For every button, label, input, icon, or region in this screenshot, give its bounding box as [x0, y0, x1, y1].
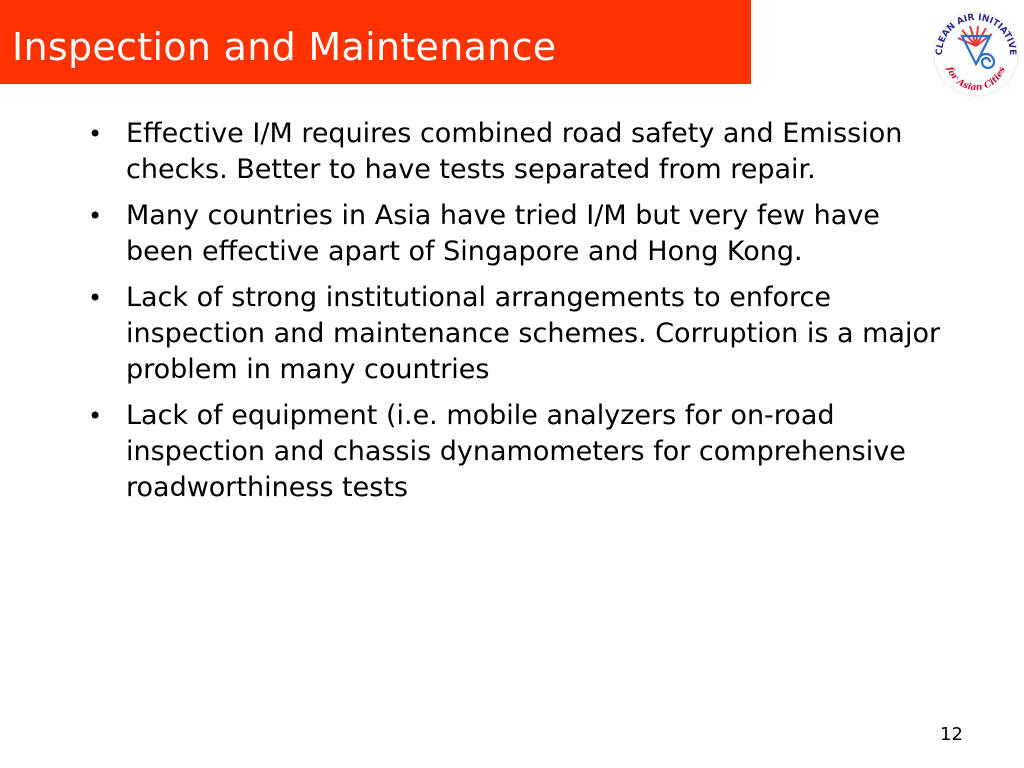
bullet-marker: •	[88, 284, 103, 312]
logo-top-text: CLEAN AIR INITIATIVE	[934, 12, 1018, 56]
bullet-item	[86, 398, 946, 506]
bullet-marker: •	[88, 120, 103, 148]
clean-air-initiative-logo-icon	[928, 4, 1024, 100]
bullet-text: Effective I/M requires combined road safety and Emission checks. Better to have tests separated from repair.	[126, 118, 903, 185]
bullet-item	[86, 280, 946, 388]
bullet-text: Lack of equipment (i.e. mobile analyzers for on-road inspection and chassis dynamometers for comprehensive roadworthiness tests	[126, 400, 906, 503]
page-number: 12	[940, 724, 963, 745]
title-bar	[0, 0, 751, 84]
logo-bottom-text: for Asian Cities	[944, 65, 1008, 94]
bullet-list	[86, 116, 946, 516]
bullet-text: Lack of strong institutional arrangements to enforce inspection and maintenance schemes. Corruption is a major problem in many countries	[126, 282, 941, 385]
slide-title: Inspection and Maintenance	[12, 25, 557, 69]
bullet-text: Many countries in Asia have tried I/M but very few have been effective apart of Singapore and Hong Kong.	[126, 200, 880, 267]
bullet-marker: •	[88, 202, 103, 230]
bullet-marker: •	[88, 402, 103, 430]
bullet-item	[86, 198, 946, 270]
bullet-item	[86, 116, 946, 188]
